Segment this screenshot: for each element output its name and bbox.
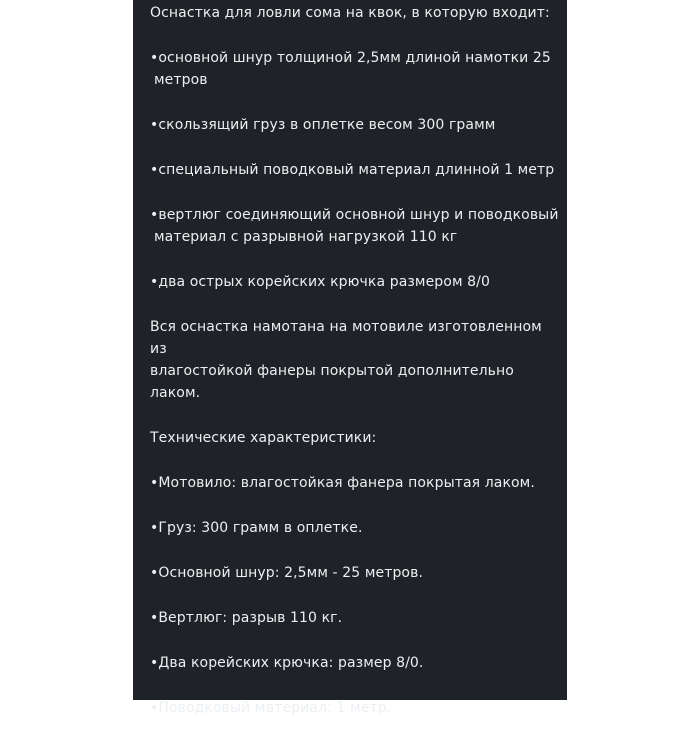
spec-item: •Груз: 300 грамм в оплетке.	[150, 520, 363, 536]
component-text-continued: метров	[154, 72, 208, 88]
assembly-note-line: влагостойкой фанеры покрытой дополнительно лаком.	[150, 363, 514, 401]
component-item	[150, 159, 560, 181]
component-text: •скользящий груз в оплетке весом 300 грамм	[150, 117, 496, 133]
product-description-panel	[133, 0, 567, 716]
assembly-note	[150, 316, 560, 404]
spec-item: •Вертлюг: разрыв 110 кг.	[150, 610, 343, 626]
description-content	[150, 2, 560, 742]
component-item	[150, 271, 560, 293]
spec-item: •Основной шнур: 2,5мм - 25 метров.	[150, 565, 424, 581]
component-item	[150, 47, 560, 91]
spec-item: •Два корейских крючка: размер 8/0.	[150, 655, 424, 671]
component-text: •специальный поводковый материал длинной 1 метр	[150, 162, 555, 178]
intro-text: Оснастка для ловли сома на квок, в которую входит:	[150, 5, 550, 21]
component-text: •два острых корейских крючка размером 8/0	[150, 274, 490, 290]
spec-item: •Поводковый материал: 1 метр.	[150, 700, 392, 716]
component-text: •основной шнур толщиной 2,5мм длиной намотки 25	[150, 50, 551, 66]
component-item	[150, 114, 560, 136]
component-text-continued: материал с разрывной нагрузкой 110 кг	[154, 229, 458, 245]
component-item	[150, 204, 560, 248]
specs-heading: Технические характеристики:	[150, 430, 377, 446]
component-text: •вертлюг соединяющий основной шнур и поводковый	[150, 207, 559, 223]
assembly-note-line: Вся оснастка намотана на мотовиле изготовленном из	[150, 319, 542, 357]
spec-item: •Мотовило: влагостойкая фанера покрытая лаком.	[150, 475, 535, 491]
